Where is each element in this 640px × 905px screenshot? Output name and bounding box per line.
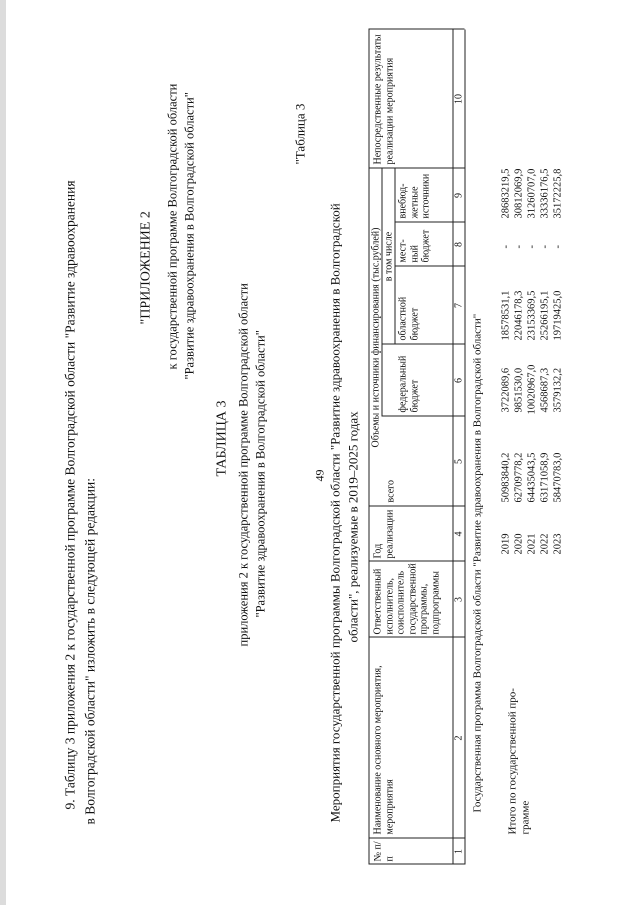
col-number-9: 9	[453, 193, 465, 198]
col-border-3	[369, 561, 465, 562]
header-name: Наименование основного мероприятия, мероприятия	[372, 665, 395, 835]
col-number-4: 4	[453, 531, 465, 537]
row-2022-regional: 25266195,1	[539, 290, 551, 341]
col-border-5	[382, 416, 465, 417]
row-2019-regional: 18578531,1	[500, 290, 512, 341]
row-2022-extra: 33336176,5	[539, 168, 551, 219]
rotated-page-content	[1, 0, 640, 905]
row-2019-extra: 28683219,5	[500, 168, 512, 219]
header-year: Год реализации	[372, 509, 395, 559]
col-number-3: 3	[453, 597, 465, 602]
row-2019-year: 2019	[500, 533, 512, 555]
row-2022-federal: 4568687,3	[539, 367, 551, 413]
col-number-6: 6	[453, 378, 465, 383]
row-2023-year: 2023	[552, 533, 564, 555]
intro-line-2: в Волгоградской области" изложить в следующей редакции:	[82, 478, 98, 825]
heading-line-2: области", реализуемые в 2019–2025 годах	[345, 411, 361, 643]
header-incl: в том числе	[383, 231, 395, 282]
row-2021-local: -	[526, 245, 538, 249]
table-title-line-2: "Развитие здравоохранения в Волгоградской области"	[253, 330, 268, 618]
col-border-4	[369, 506, 465, 507]
row-2021-federal: 10020967,0	[526, 364, 538, 415]
table-title: ТАБЛИЦА 3	[214, 400, 230, 477]
col-number-5: 5	[453, 459, 465, 464]
row-2023-extra: 35172225,8	[552, 168, 564, 219]
col-border-0	[369, 864, 465, 865]
appendix-title: "ПРИЛОЖЕНИЕ 2	[138, 211, 154, 325]
row-2019-federal: 3722089,6	[500, 367, 512, 413]
col-number-7: 7	[453, 303, 465, 308]
row-2019-total: 50983840,2	[500, 452, 512, 503]
table-3-mark: "Таблица 3	[292, 103, 308, 165]
header-executor: Ответственный исполнитель, соисполнитель государственной программы, подпрограммы	[372, 563, 441, 635]
row-2020-total: 62709778,2	[513, 452, 525, 503]
row-2023-local: -	[552, 245, 564, 249]
program-title: Государственная программа Волгоградской области "Развитие здравоохранения в Волгоградской области"	[471, 313, 484, 813]
header-num: № п/п	[372, 841, 395, 862]
col-number-1: 1	[453, 849, 465, 854]
col-number-2: 2	[453, 735, 465, 741]
row-2022-year: 2022	[539, 533, 551, 555]
page-number: 49	[312, 469, 327, 482]
row-2023-federal: 3579132,2	[552, 367, 564, 413]
row-2021-extra: 31260707,0	[526, 168, 538, 219]
row-2023-total: 58470783,0	[552, 452, 564, 503]
col-border-1	[369, 838, 465, 839]
header-regional: областной бюджет	[397, 296, 420, 341]
row-2022-total: 63171058,9	[539, 452, 551, 503]
header-total: всего	[385, 479, 397, 503]
header-local: мест-ный бюджет	[397, 229, 432, 263]
table-title-line-1: приложения 2 к государственной программе Волгоградской области	[236, 283, 251, 647]
row-2022-local: -	[539, 245, 551, 249]
row-2020-year: 2020	[513, 533, 525, 555]
row-2020-extra: 30812069,9	[513, 168, 525, 219]
appendix-line-1: к государственной программе Волгоградской области	[165, 83, 180, 370]
heading-line-1: Мероприятия государственной программы Волгоградской области "Развитие здравоохранения в Волгоградской	[327, 203, 343, 823]
total-label: Итого по государственной про-грамме	[506, 688, 532, 835]
col-number-8: 8	[453, 242, 465, 247]
row-2021-year: 2021	[526, 533, 538, 555]
row-2021-regional: 23153369,5	[526, 290, 538, 341]
row-2020-regional: 22046178,3	[513, 290, 525, 341]
table-top-border	[369, 30, 370, 865]
header-results: Непосредственные результаты реализации мероприятия	[372, 34, 395, 165]
row-2019-local: -	[500, 245, 512, 249]
row-2020-local: -	[513, 245, 525, 249]
row-2021-total: 64435043,5	[526, 452, 538, 503]
col-border-2	[369, 637, 465, 638]
header-volumes: Объемы и источники финансирования (тыс.рублей)	[370, 227, 382, 448]
header-extra: внебюд-жетные источники	[397, 173, 432, 219]
row-2020-federal: 9851530,0	[513, 367, 525, 413]
col-number-10: 10	[453, 94, 465, 104]
header-federal: федеральный бюджет	[397, 355, 420, 413]
intro-line-1: 9. Таблицу 3 приложения 2 к государственной программе Волгоградской области "Развитие здравоохранения	[62, 180, 78, 810]
appendix-line-2: "Развитие здравоохранения в Волгоградской области"	[182, 92, 197, 380]
row-2023-regional: 19719425,0	[552, 290, 564, 341]
col-border-10	[369, 29, 465, 30]
